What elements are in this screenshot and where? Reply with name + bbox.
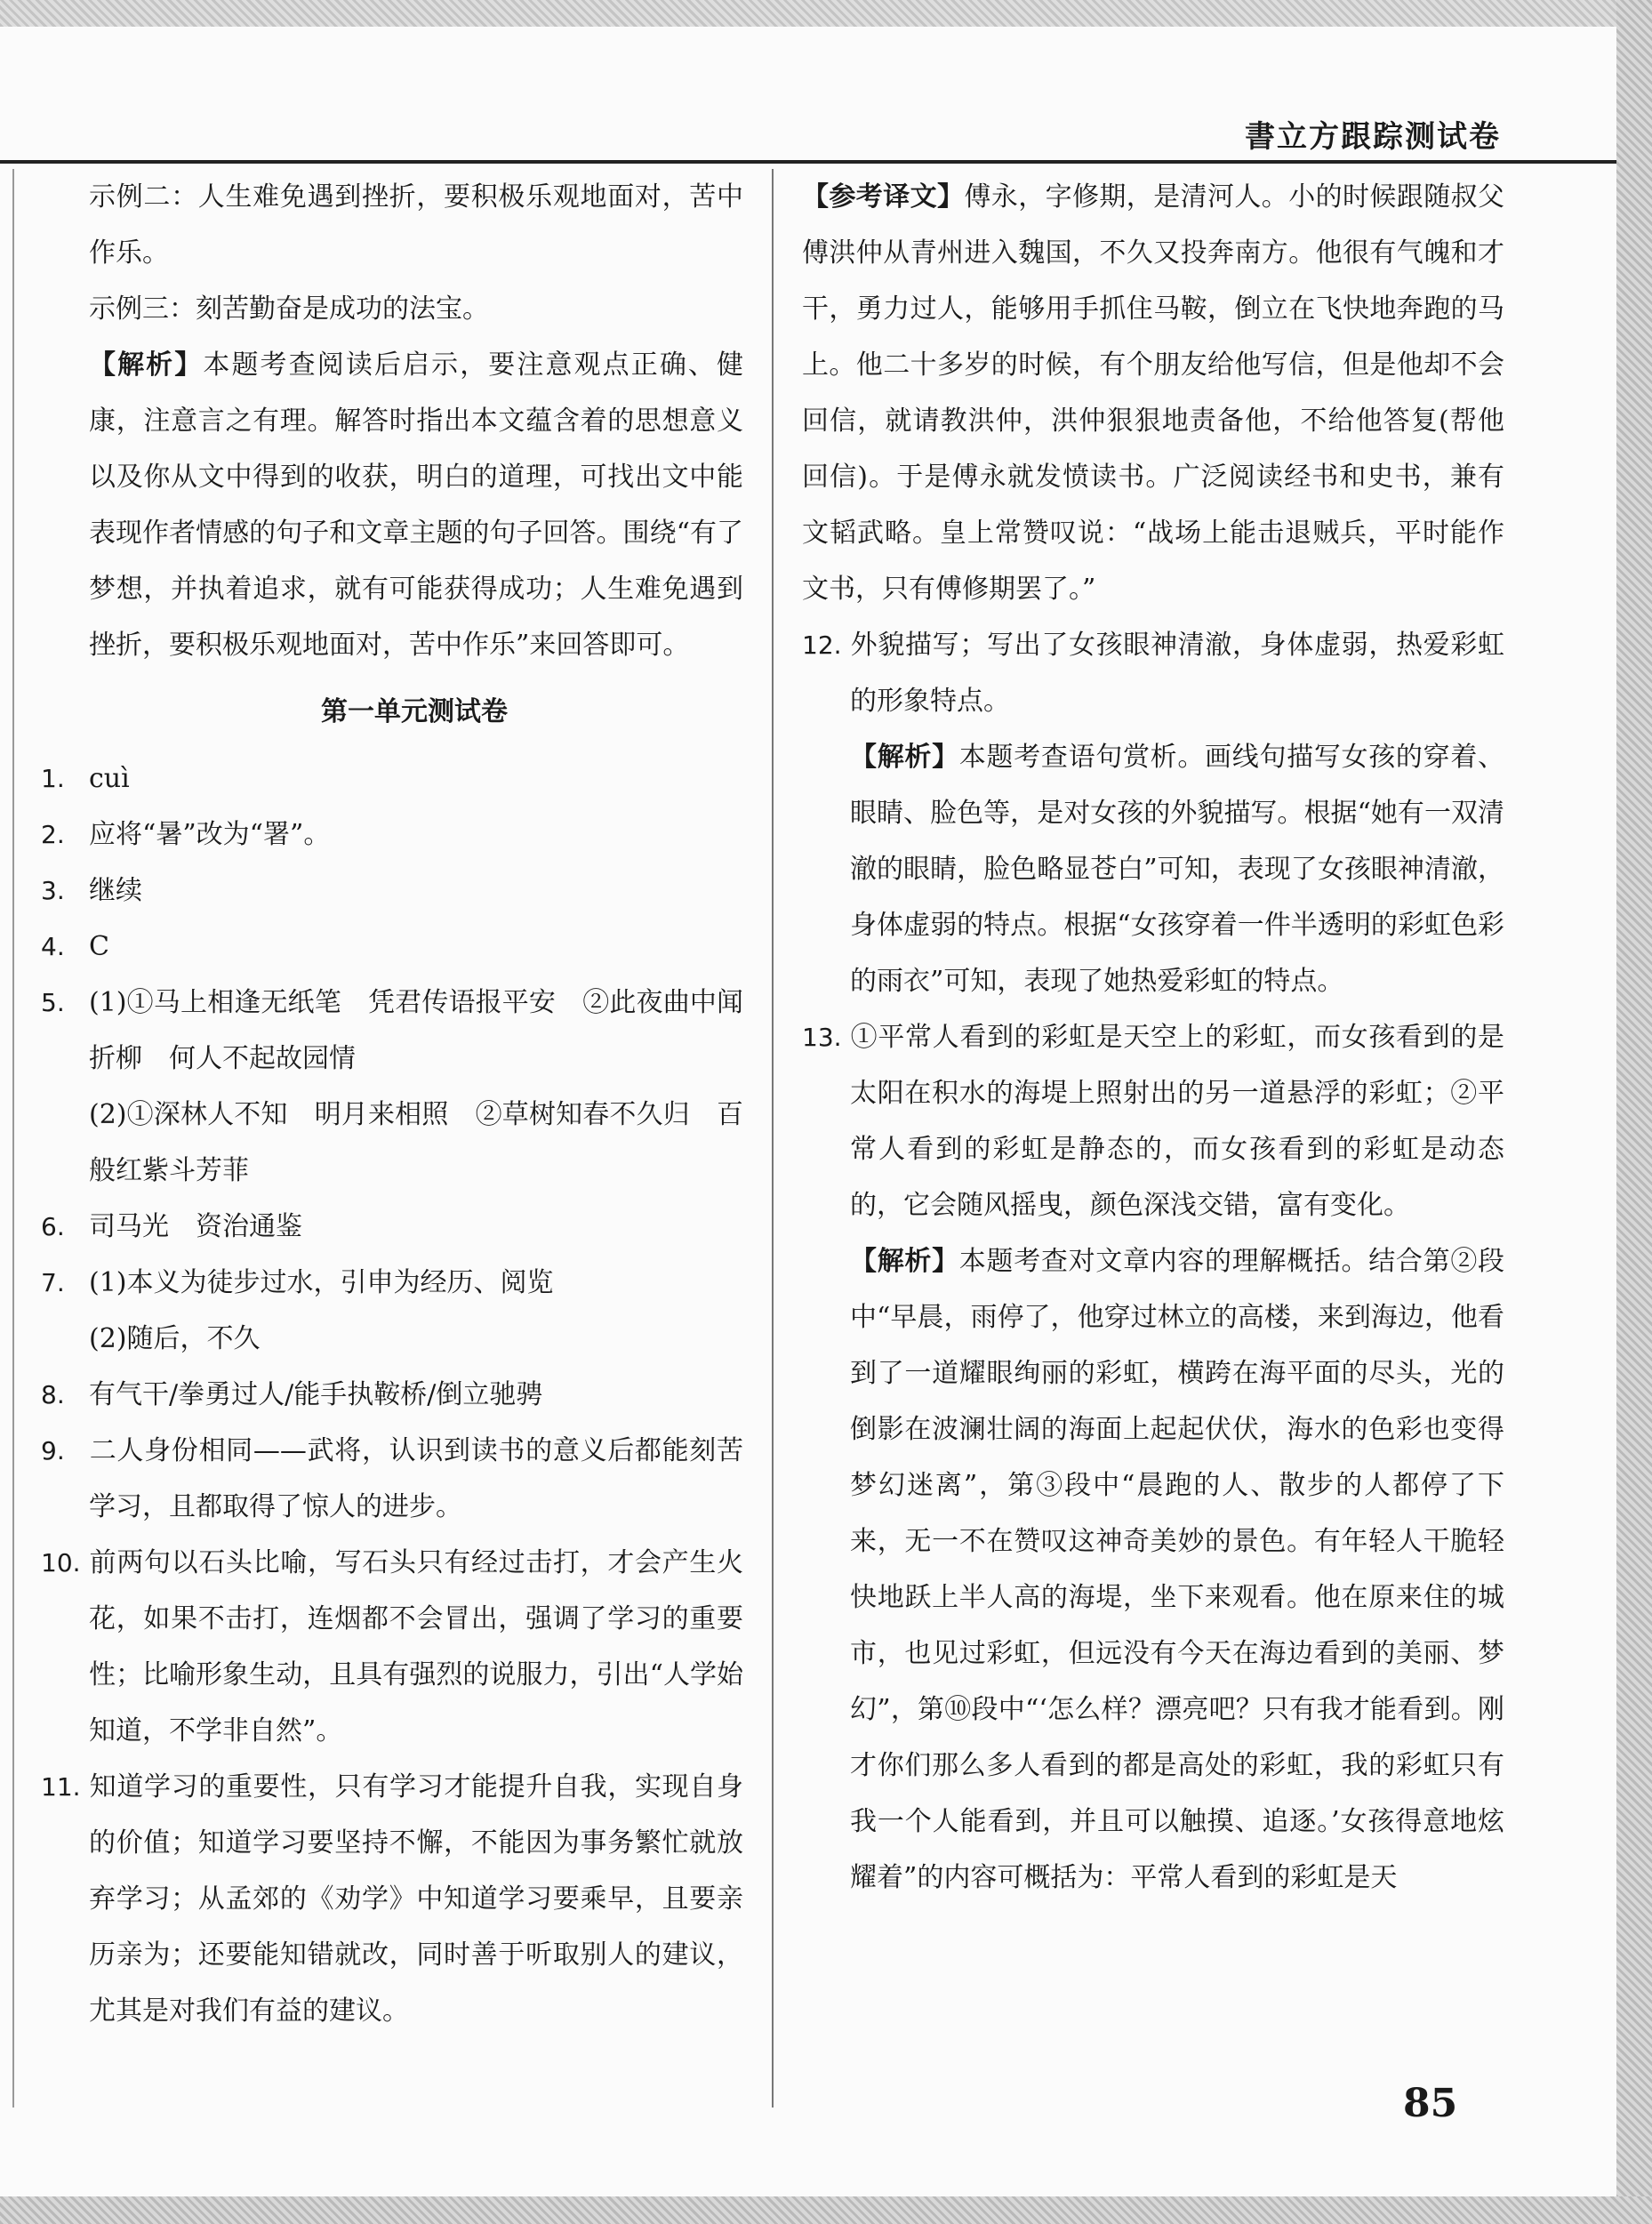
analysis-tag: 【解析】	[850, 742, 959, 773]
answer-number: 9.	[41, 1436, 65, 1465]
answer-number: 7.	[41, 1268, 65, 1297]
answer-number: 10.	[41, 1548, 81, 1578]
analysis-text: 本题考查语句赏析。画线句描写女孩的穿着、眼睛、脸色等，是对女孩的外貌描写。根据“她有一双清澈的眼睛，脸色略显苍白”可知，表现了女孩眼神清澈，身体虚弱的特点。根据“女孩穿着一件半透明的彩虹色彩的雨衣”可知，表现了她热爱彩虹的特点。	[850, 742, 1505, 997]
answer-item	[802, 1009, 1504, 1233]
header-rule	[0, 160, 1616, 164]
left-column	[41, 169, 743, 2039]
answer-text: 有气干/拳勇过人/能手执鞍桥/倒立驰骋	[89, 1379, 543, 1410]
analysis-tag: 【解析】	[850, 1246, 959, 1277]
answer-text: (2)①深林人不知 明月来相照 ②草树知春不久归 百般红紫斗芳菲	[89, 1099, 743, 1186]
answer-number: 3.	[41, 876, 65, 905]
answer-item	[41, 1255, 743, 1311]
answer-item	[41, 1535, 743, 1759]
analysis-paragraph	[802, 729, 1504, 1009]
answer-text: C	[89, 931, 109, 962]
column-divider	[772, 169, 774, 2108]
translation-paragraph	[802, 169, 1504, 617]
answer-text: 外貌描写；写出了女孩眼神清澈，身体虚弱，热爱彩虹的形象特点。	[850, 630, 1504, 717]
answer-number: 8.	[41, 1380, 65, 1409]
answer-text: 继续	[89, 875, 142, 906]
answer-text: 知道学习的重要性，只有学习才能提升自我，实现自身的价值；知道学习要坚持不懈，不能因为事务繁忙就放弃学习；从孟郊的《劝学》中知道学习要乘早，且要亲历亲为；还要能知错就改，同时善于听取别人的建议，尤其是对我们有益的建议。	[89, 1771, 743, 2027]
scan-border-right	[1616, 0, 1652, 2224]
answer-number: 6.	[41, 1212, 65, 1241]
answer-text: cuì	[89, 763, 130, 794]
analysis-text: 本题考查对文章内容的理解概括。结合第②段中“早晨，雨停了，他穿过林立的高楼，来到海边，他看到了一道耀眼绚丽的彩虹，横跨在海平面的尽头，光的倒影在波澜壮阔的海面上起起伏伏，海水的色彩也变得梦幻迷离”，第③段中“晨跑的人、散步的人都停了下来，无一不在赞叹这神奇美妙的景色。有年轻人干脆轻快地跃上半人高的海堤，坐下来观看。他在原来住的城市，也见过彩虹，但远没有今天在海边看到的美丽、梦幻”，第⑩段中“‘怎么样？漂亮吧？只有我才能看到。刚才你们那么多人看到的都是高处的彩虹，我的彩虹只有我一个人能看到，并且可以触摸、追逐。’女孩得意地炫耀着”的内容可概括为：平常人看到的彩虹是天	[850, 1246, 1505, 1893]
analysis-text: 本题考查阅读后启示，要注意观点正确、健康，注意言之有理。解答时指出本文蕴含着的思想意义以及你从文中得到的收获，明白的道理，可找出文中能表现作者情感的句子和文章主题的句子回答。围绕“有了梦想，并执着追求，就有可能获得成功；人生难免遇到挫折，要积极乐观地面对，苦中作乐”来回答即可。	[89, 349, 744, 661]
answer-item	[41, 1423, 743, 1535]
answer-number: 11.	[41, 1772, 81, 1802]
example-two: 示例二：人生难免遇到挫折，要积极乐观地面对，苦中作乐。	[89, 181, 743, 269]
answer-text: 二人身份相同——武将，认识到读书的意义后都能刻苦学习，且都取得了惊人的进步。	[89, 1435, 743, 1522]
answer-item	[41, 751, 743, 807]
answer-item	[41, 1199, 743, 1255]
section-title: 第一单元测试卷	[321, 696, 508, 727]
answer-text: (1)①马上相逢无纸笔 凭君传语报平安 ②此夜曲中闻折柳 何人不起故园情	[89, 987, 743, 1074]
left-margin-rule	[12, 169, 14, 2108]
answer-item	[41, 1759, 743, 2039]
answer-number: 4.	[41, 932, 65, 961]
answer-number: 2.	[41, 820, 65, 849]
answer-text: (1)本义为徒步过水，引申为经历、阅览	[89, 1267, 554, 1298]
answer-text: 司马光 资治通鉴	[89, 1211, 302, 1242]
page	[0, 27, 1616, 2196]
answer-item	[41, 1311, 743, 1367]
answer-number: 13.	[802, 1023, 842, 1052]
answer-item	[41, 807, 743, 863]
answer-item	[41, 863, 743, 919]
answer-item	[41, 1367, 743, 1423]
answer-item	[41, 919, 743, 975]
analysis-paragraph	[802, 1233, 1504, 1906]
answer-number: 5.	[41, 988, 65, 1017]
scan-border-top	[0, 0, 1652, 27]
translation-tag: 【参考译文】	[802, 181, 965, 213]
answer-list-right	[802, 617, 1504, 1906]
answer-number: 12.	[802, 630, 842, 660]
answer-item	[41, 1087, 743, 1199]
series-title: 書立方跟踪测试卷	[1245, 119, 1501, 155]
analysis-tag: 【解析】	[89, 349, 204, 381]
answer-item	[41, 975, 743, 1087]
example-three: 示例三：刻苦勤奋是成功的法宝。	[89, 293, 489, 325]
analysis-paragraph	[41, 337, 743, 673]
scan-border-bottom	[0, 2196, 1652, 2224]
answer-item	[802, 617, 1504, 729]
right-column	[802, 169, 1504, 1906]
answer-text: 应将“暑”改为“署”。	[89, 819, 331, 850]
translation-text: 傅永，字修期，是清河人。小的时候跟随叔父傅洪仲从青州进入魏国，不久又投奔南方。他很有气魄和才干，勇力过人，能够用手抓住马鞍，倒立在飞快地奔跑的马上。他二十多岁的时候，有个朋友给他写信，但是他却不会回信，就请教洪仲，洪仲狠狠地责备他，不给他答复(帮他回信)。于是傅永就发愤读书。广泛阅读经书和史书，兼有文韬武略。皇上常赞叹说：“战场上能击退贼兵，平时能作文书，只有傅修期罢了。”	[802, 181, 1505, 605]
answer-list	[41, 751, 743, 2039]
page-number: 85	[1403, 2081, 1458, 2126]
answer-text: 前两句以石头比喻，写石头只有经过击打，才会产生火花，如果不击打，连烟都不会冒出，强调了学习的重要性；比喻形象生动，且具有强烈的说服力，引出“人学始知道，不学非自然”。	[89, 1547, 743, 1746]
answer-text: (2)随后，不久	[89, 1323, 261, 1354]
answer-text: ①平常人看到的彩虹是天空上的彩虹，而女孩看到的是太阳在积水的海堤上照射出的另一道悬浮的彩虹；②平常人看到的彩虹是静态的，而女孩看到的彩虹是动态的，它会随风摇曳，颜色深浅交错，富有变化。	[850, 1022, 1504, 1221]
answer-number: 1.	[41, 764, 65, 793]
